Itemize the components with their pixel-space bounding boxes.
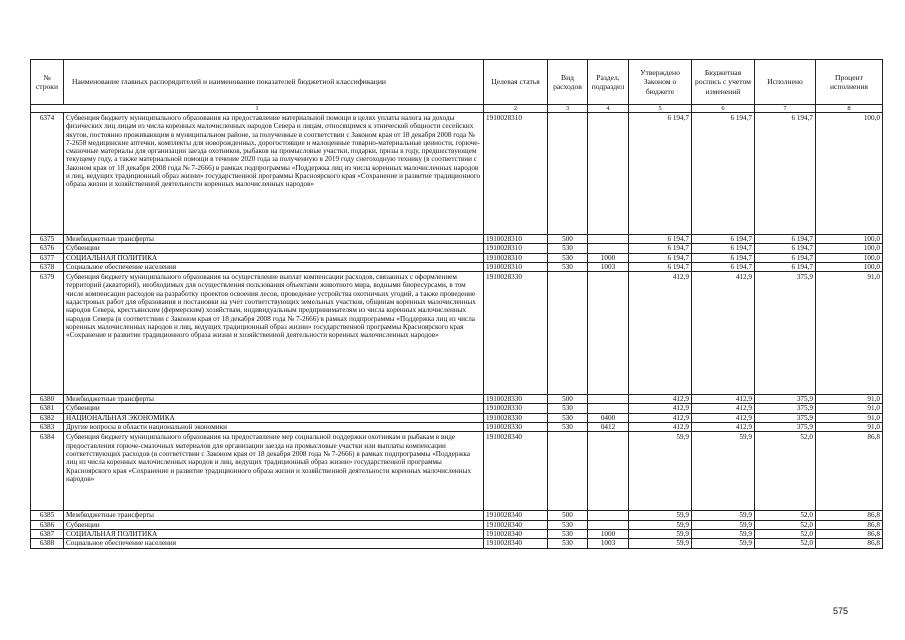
row-executed: 52,0 xyxy=(755,520,816,529)
header-percent: Процент исполнения xyxy=(816,60,883,105)
row-target-article: 1910028340 xyxy=(484,539,548,548)
row-target-article: 1910028310 xyxy=(484,253,548,262)
row-approved: 412,9 xyxy=(629,423,692,432)
row-name: Субвенция бюджету муниципального образования на предоставление мер социальной поддержки охотникам и рыбакам в виде предоставления горюче-смазочных материалов для организации заезда на промысловые участки или выплаты компенсации соответствующих расходов (в соответствии с Законом края от 18 декабря 2008 года № 7-2666) в рамках подпрограммы «Поддержка лиц из числа коренных малочисленных народов и лиц, ведущих традиционный образ жизни» государственной программы Красноярского края «Сохранение и развитие традиционного образа жизни и хозяйственной деятельности коренных малочисленных народов» xyxy=(64,432,484,511)
row-expense-type: 530 xyxy=(548,404,588,413)
row-schedule: 412,9 xyxy=(692,395,755,404)
row-approved: 412,9 xyxy=(629,272,692,395)
table-row xyxy=(31,413,883,422)
row-section xyxy=(588,395,629,404)
row-section: 0412 xyxy=(588,423,629,432)
row-target-article: 1910028340 xyxy=(484,432,548,511)
row-executed: 52,0 xyxy=(755,529,816,538)
column-index: 8 xyxy=(816,105,883,113)
row-expense-type: 530 xyxy=(548,423,588,432)
row-percent: 100,0 xyxy=(816,235,883,244)
row-name: Субвенция бюджету муниципального образования на предоставление материальной помощи в целях уплаты налога на доходы физических лиц лицам из числа коренных малочисленных народов Севера и лицам, относящимся к этнической общности сесейских якутов, постоянно проживающим в муниципальном районе, за полученные в соответствии с Законом края от 18 декабря 2008 года № 7-2658 медицинские аптечки, комплекты для новорожденных, дорогостоящие и малоценные товарно-материальные ценности, горюче-смазочные материалы для организации заезда охотников, рыбаков на промысловые участки, подарки, призы в году, предшествующем текущему году, а также материальной помощи в течение 2020 года за полученную в 2019 году снегоходную технику (в соответствии с Законом края от 18 декабря 2008 года № 7-2666) в рамках подпрограммы «Поддержка лиц из числа коренных малочисленных народов и лиц, ведущих традиционный образ жизни» государственной программы Красноярского края «Сохранение и развитие традиционного образа жизни и хозяйственной деятельности коренных малочисленных народов» xyxy=(64,113,484,235)
row-percent: 91,0 xyxy=(816,404,883,413)
row-target-article: 1910028340 xyxy=(484,529,548,538)
row-section: 1003 xyxy=(588,539,629,548)
header-row-number: № строки xyxy=(31,60,64,105)
row-target-article: 1910028340 xyxy=(484,520,548,529)
row-approved: 6 194,7 xyxy=(629,262,692,271)
row-approved: 59,9 xyxy=(629,539,692,548)
row-approved: 412,9 xyxy=(629,395,692,404)
row-expense-type: 500 xyxy=(548,395,588,404)
row-number: 6379 xyxy=(31,272,64,395)
row-number: 6383 xyxy=(31,423,64,432)
column-index: 4 xyxy=(588,105,629,113)
row-schedule: 412,9 xyxy=(692,272,755,395)
row-expense-type: 530 xyxy=(548,244,588,253)
row-target-article: 1910028330 xyxy=(484,404,548,413)
row-number: 6388 xyxy=(31,539,64,548)
column-index: 1 xyxy=(31,105,484,113)
row-percent: 86,8 xyxy=(816,432,883,511)
row-approved: 59,9 xyxy=(629,529,692,538)
row-executed: 375,9 xyxy=(755,423,816,432)
row-percent: 100,0 xyxy=(816,262,883,271)
row-percent: 100,0 xyxy=(816,253,883,262)
row-schedule: 59,9 xyxy=(692,539,755,548)
row-schedule: 412,9 xyxy=(692,404,755,413)
row-percent: 100,0 xyxy=(816,113,883,235)
header-approved: Утверждено Законом о бюджете xyxy=(629,60,692,105)
row-number: 6385 xyxy=(31,511,64,520)
table-row xyxy=(31,511,883,520)
row-section xyxy=(588,272,629,395)
row-target-article: 1910028310 xyxy=(484,113,548,235)
row-number: 6382 xyxy=(31,413,64,422)
page-number: 575 xyxy=(832,606,848,616)
row-schedule: 59,9 xyxy=(692,432,755,511)
row-approved: 59,9 xyxy=(629,511,692,520)
row-percent: 91,0 xyxy=(816,423,883,432)
row-section xyxy=(588,520,629,529)
row-section xyxy=(588,244,629,253)
row-schedule: 6 194,7 xyxy=(692,235,755,244)
row-approved: 6 194,7 xyxy=(629,113,692,235)
header-name: Наименование главных распорядителей и наименование показателей бюджетной классификации xyxy=(64,60,484,105)
table-row xyxy=(31,520,883,529)
row-approved: 412,9 xyxy=(629,413,692,422)
row-target-article: 1910028310 xyxy=(484,262,548,271)
row-section: 1000 xyxy=(588,529,629,538)
row-approved: 6 194,7 xyxy=(629,244,692,253)
row-schedule: 6 194,7 xyxy=(692,253,755,262)
row-name: Межбюджетные трансферты xyxy=(64,395,484,404)
row-number: 6386 xyxy=(31,520,64,529)
column-index: 3 xyxy=(548,105,588,113)
row-percent: 91,0 xyxy=(816,395,883,404)
table-row xyxy=(31,423,883,432)
row-executed: 6 194,7 xyxy=(755,244,816,253)
row-name: Субвенция бюджету муниципального образования на осуществление выплат компенсации расходов, связанных с оформлением территорий (акваторий), необходимых для осуществления пользования объектами животного мира, водными биоресурсами, в том числе компенсации расходов на разработку проектов освоения лесов, проведение устройства охотничьих угодий, а также проведение кадастровых работ для образования и постановки на учет соответствующих земельных участков, общинам коренных малочисленных народов Севера, крестьянским (фермерским) хозяйствам, индивидуальным предпринимателям из числа коренных малочисленных народов Севера (в соответствии с Законом края от 18 декабря 2008 года № 7-2666) в рамках подпрограммы «Поддержка лиц из числа коренных малочисленных народов и лиц, ведущих традиционный образ жизни» государственной программы Красноярского края «Сохранение и развитие традиционного образа жизни и хозяйственной деятельности коренных малочисленных народов» xyxy=(64,272,484,395)
row-number: 6377 xyxy=(31,253,64,262)
row-expense-type: 530 xyxy=(548,520,588,529)
row-section: 1000 xyxy=(588,253,629,262)
row-number: 6381 xyxy=(31,404,64,413)
row-approved: 6 194,7 xyxy=(629,235,692,244)
row-percent: 91,0 xyxy=(816,413,883,422)
row-number: 6378 xyxy=(31,262,64,271)
row-schedule: 412,9 xyxy=(692,413,755,422)
table-row xyxy=(31,253,883,262)
row-approved: 412,9 xyxy=(629,404,692,413)
header-section: Раздел, подраздел xyxy=(588,60,629,105)
table-row xyxy=(31,235,883,244)
row-percent: 86,8 xyxy=(816,539,883,548)
column-index: 6 xyxy=(692,105,755,113)
row-expense-type: 530 xyxy=(548,253,588,262)
table-row xyxy=(31,262,883,271)
row-expense-type: 530 xyxy=(548,529,588,538)
row-name: Социальное обеспечение населения xyxy=(64,539,484,548)
table-row xyxy=(31,272,883,395)
row-executed: 375,9 xyxy=(755,395,816,404)
table-row xyxy=(31,529,883,538)
row-expense-type: 500 xyxy=(548,235,588,244)
row-executed: 6 194,7 xyxy=(755,253,816,262)
row-target-article: 1910028340 xyxy=(484,511,548,520)
row-number: 6376 xyxy=(31,244,64,253)
row-executed: 52,0 xyxy=(755,432,816,511)
row-expense-type xyxy=(548,432,588,511)
column-index: 5 xyxy=(629,105,692,113)
row-schedule: 6 194,7 xyxy=(692,113,755,235)
column-index-row xyxy=(31,105,883,113)
table-header-row xyxy=(31,60,883,105)
row-schedule: 59,9 xyxy=(692,520,755,529)
row-name: СОЦИАЛЬНАЯ ПОЛИТИКА xyxy=(64,529,484,538)
table-row xyxy=(31,404,883,413)
row-number: 6387 xyxy=(31,529,64,538)
row-name: Другие вопросы в области национальной экономики xyxy=(64,423,484,432)
row-name: Субвенции xyxy=(64,520,484,529)
row-executed: 52,0 xyxy=(755,511,816,520)
row-name: Межбюджетные трансферты xyxy=(64,511,484,520)
row-expense-type: 500 xyxy=(548,511,588,520)
row-approved: 59,9 xyxy=(629,520,692,529)
header-expense-type: Вид расходов xyxy=(548,60,588,105)
row-executed: 375,9 xyxy=(755,404,816,413)
row-approved: 6 194,7 xyxy=(629,253,692,262)
budget-execution-table xyxy=(30,59,883,549)
row-number: 6375 xyxy=(31,235,64,244)
row-percent: 91,0 xyxy=(816,272,883,395)
row-target-article: 1910028310 xyxy=(484,235,548,244)
row-schedule: 59,9 xyxy=(692,529,755,538)
header-target-article: Целевая статья xyxy=(484,60,548,105)
row-section xyxy=(588,511,629,520)
row-percent: 86,8 xyxy=(816,529,883,538)
row-percent: 86,8 xyxy=(816,511,883,520)
row-target-article: 1910028330 xyxy=(484,413,548,422)
row-section: 0400 xyxy=(588,413,629,422)
row-approved: 59,9 xyxy=(629,432,692,511)
header-schedule: Бюджетная роспись с учетом изменений xyxy=(692,60,755,105)
table-row xyxy=(31,395,883,404)
row-name: Межбюджетные трансферты xyxy=(64,235,484,244)
row-number: 6380 xyxy=(31,395,64,404)
row-percent: 86,8 xyxy=(816,520,883,529)
row-target-article: 1910028330 xyxy=(484,272,548,395)
row-schedule: 6 194,7 xyxy=(692,244,755,253)
table-row xyxy=(31,113,883,235)
row-section xyxy=(588,113,629,235)
row-section: 1003 xyxy=(588,262,629,271)
row-schedule: 59,9 xyxy=(692,511,755,520)
row-expense-type xyxy=(548,272,588,395)
row-executed: 6 194,7 xyxy=(755,113,816,235)
row-executed: 375,9 xyxy=(755,272,816,395)
row-name: СОЦИАЛЬНАЯ ПОЛИТИКА xyxy=(64,253,484,262)
header-executed: Исполнено xyxy=(755,60,816,105)
row-expense-type: 530 xyxy=(548,262,588,271)
table-row xyxy=(31,432,883,511)
row-executed: 52,0 xyxy=(755,539,816,548)
column-index: 2 xyxy=(484,105,548,113)
row-name: Субвенции xyxy=(64,404,484,413)
row-name: Субвенции xyxy=(64,244,484,253)
row-percent: 100,0 xyxy=(816,244,883,253)
row-section xyxy=(588,235,629,244)
row-name: Социальное обеспечение населения xyxy=(64,262,484,271)
row-number: 6384 xyxy=(31,432,64,511)
row-executed: 6 194,7 xyxy=(755,235,816,244)
row-section xyxy=(588,432,629,511)
row-executed: 6 194,7 xyxy=(755,262,816,271)
row-expense-type: 530 xyxy=(548,413,588,422)
row-expense-type xyxy=(548,113,588,235)
row-section xyxy=(588,404,629,413)
row-schedule: 412,9 xyxy=(692,423,755,432)
row-executed: 375,9 xyxy=(755,413,816,422)
row-name: НАЦИОНАЛЬНАЯ ЭКОНОМИКА xyxy=(64,413,484,422)
table-row xyxy=(31,539,883,548)
column-index: 7 xyxy=(755,105,816,113)
table-row xyxy=(31,244,883,253)
row-expense-type: 530 xyxy=(548,539,588,548)
row-schedule: 6 194,7 xyxy=(692,262,755,271)
row-number: 6374 xyxy=(31,113,64,235)
row-target-article: 1910028310 xyxy=(484,244,548,253)
row-target-article: 1910028330 xyxy=(484,423,548,432)
budget-table-page xyxy=(30,59,882,549)
row-target-article: 1910028330 xyxy=(484,395,548,404)
